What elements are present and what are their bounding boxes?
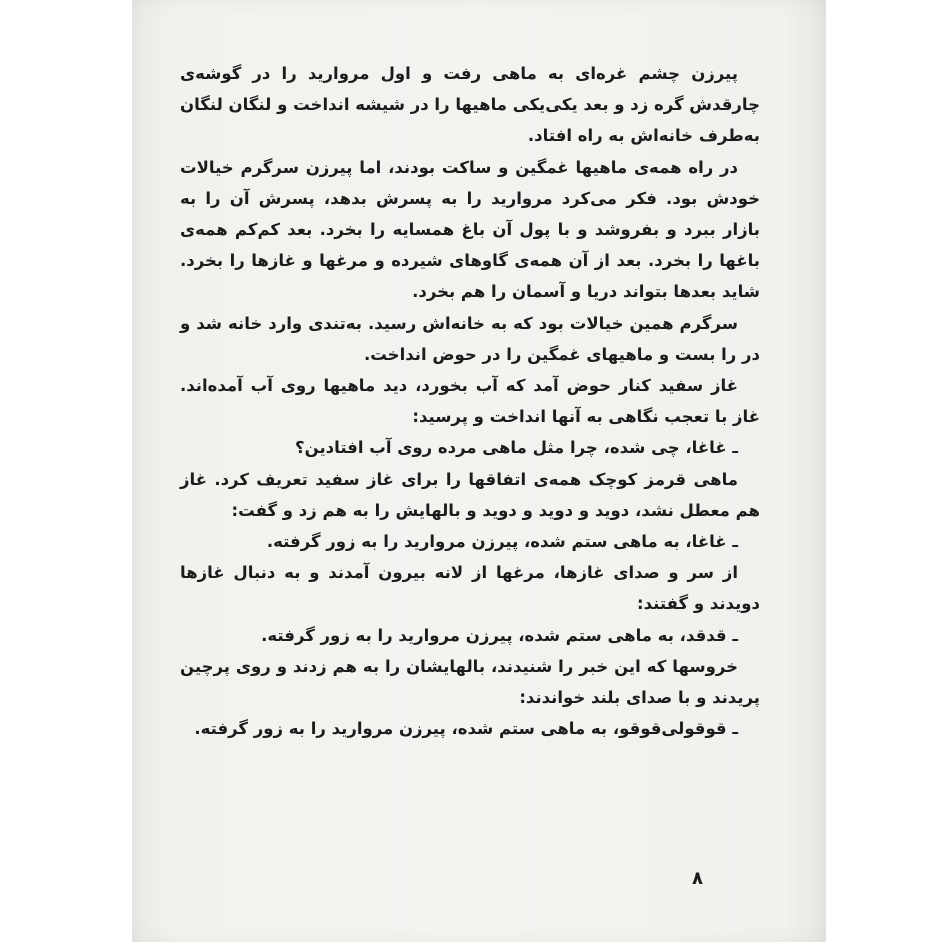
dialog-line-1: ـ غاغا، چی شده، چرا مثل ماهی مرده روی آب افتادین؟ — [295, 438, 738, 458]
paragraph-7: خروسها که این خبر را شنیدند، بالهایشان را به هم زدند و روی پرچین پریدند و با صدای بلند خواندند: — [180, 656, 760, 708]
paragraph-2: در راه همه‌ی ماهیها غمگین و ساکت بودند، اما پیرزن سرگرم خیالات خودش بود. فکر می‌کرد مروارید را به پسرش بدهد، پسرش آن را به بازار ببرد و بفروشد و با پول آن باغ همسایه را بخرد. بعد کم‌کم همه‌ی باغها را بخرد. بعد از آن همه‌ی گاوهای شیرده و مرغها و غازها را بخرد. شاید بعدها بتواند دریا و آسمان را هم بخرد. — [180, 157, 760, 302]
paragraph-4: غاز سفید کنار حوض آمد که آب بخورد، دید ماهیها روی آب آمده‌اند. غاز با تعجب نگاهی به آنها انداخت و پرسید: — [180, 376, 760, 427]
paragraph-1: پیرزن چشم غره‌ای به ماهی رفت و اول مروارید را در گوشه‌ی چارقدش گره زد و بعد یکی‌یکی ماهیها را در شیشه انداخت و لنگان لنگان به‌طرف خانه‌اش به راه افتاد. — [179, 64, 760, 146]
paragraph-5: ماهی قرمز کوچک همه‌ی اتفاقها را برای غاز سفید تعریف کرد. غاز هم معطل نشد، دوید و دوید و دوید و بالهایش را به هم زد و گفت: — [180, 469, 760, 520]
book-page — [132, 0, 826, 942]
paragraph-3: سرگرم همین خیالات بود که به خانه‌اش رسید. به‌تندی وارد خانه شد و در را بست و ماهیهای غمگین را در حوض انداخت. — [180, 313, 760, 364]
dialog-line-4: ـ قوقولی‌قوقو، به ماهی ستم شده، پیرزن مروارید را به زور گرفته. — [194, 719, 738, 739]
story-text — [180, 58, 760, 744]
dialog-line-2: ـ غاغا، به ماهی ستم شده، پیرزن مروارید را به زور گرفته. — [266, 532, 738, 552]
paragraph-6: از سر و صدای غازها، مرغها از لانه بیرون آمدند و به دنبال غازها دویدند و گفتند: — [180, 563, 760, 614]
page-number: ۸ — [692, 868, 703, 889]
dialog-line-3: ـ قدقد، به ماهی ستم شده، پیرزن مروارید را به زور گرفته. — [261, 625, 738, 645]
